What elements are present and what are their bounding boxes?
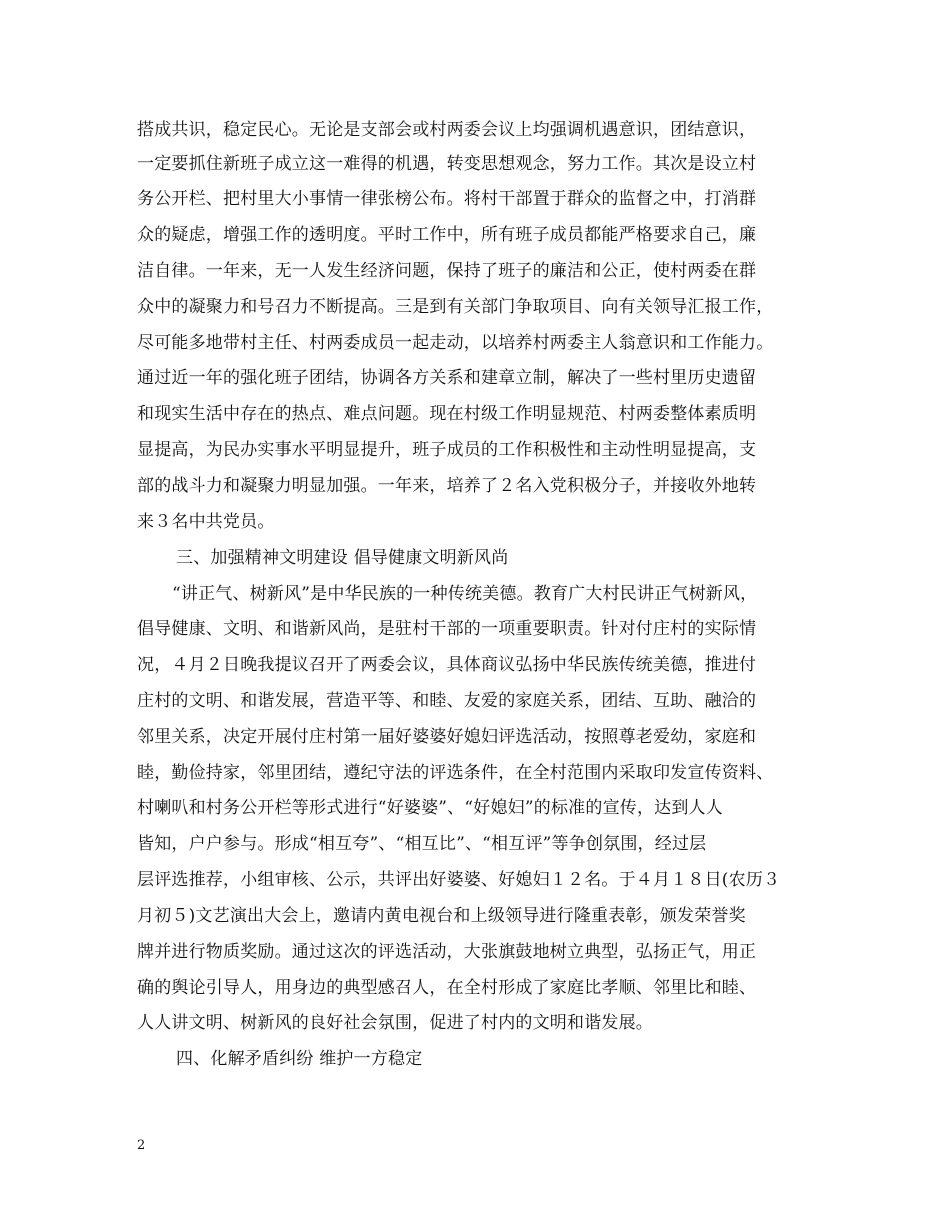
body-text-line: 牌并进行物质奖励。通过这次的评选活动，大张旗鼓地树立典型，弘扬正气，用正	[137, 942, 757, 962]
body-text-line: 通过近一年的强化班子团结，协调各方关系和建章立制，解决了一些村里历史遗留	[137, 368, 757, 388]
body-text-line: 村喇叭和村务公开栏等形式进行“好婆婆”、“好媳妇”的标准的宣传，达到人人	[137, 798, 723, 818]
body-text-line: 众的疑虑，增强工作的透明度。平时工作中，所有班子成员都能严格要求自己，廉	[137, 225, 757, 245]
body-text-line: 人人讲文明、树新风的良好社会氛围，促进了村内的文明和谐发展。	[137, 1013, 653, 1033]
body-text-line: 来３名中共党员。	[137, 512, 275, 532]
body-text-line: 务公开栏、把村里大小事情一律张榜公布。将村干部置于群众的监督之中，打消群	[137, 189, 757, 209]
body-text-line: 众中的凝聚力和号召力不断提高。三是到有关部门争取项目、向有关领导汇报工作，	[137, 297, 774, 317]
body-text-line: 况，４月２日晚我提议召开了两委会议，具体商议弘扬中华民族传统美德，推进付	[137, 655, 757, 675]
section-heading: 三、加强精神文明建设 倡导健康文明新风尚	[176, 548, 509, 568]
body-text-line: 显提高，为民办实事水平明显提升，班子成员的工作积极性和主动性明显提高，支	[137, 440, 757, 460]
body-text-line: 层评选推荐，小组审核、公示，共评出好婆婆、好媳妇１２名。于４月１８日(农历３	[137, 870, 781, 890]
body-text-line: 和现实生活中存在的热点、难点问题。现在村级工作明显规范、村两委整体素质明	[137, 404, 757, 424]
body-text-line: 皆知，户户参与。形成“相互夸”、“相互比”、“相互评”等争创氛围，经过层	[137, 834, 707, 854]
body-text-line: 邻里关系，决定开展付庄村第一届好婆婆好媳妇评选活动，按照尊老爱幼，家庭和	[137, 727, 757, 747]
body-text-line: 部的战斗力和凝聚力明显加强。一年来，培养了２名入党积极分子，并接收外地转	[137, 476, 757, 496]
body-text-line: 睦，勤俭持家，邻里团结，遵纪守法的评选条件，在全村范围内采取印发宣传资料、	[137, 763, 774, 783]
page-number: 2	[137, 1138, 146, 1153]
body-text-line: 庄村的文明、和谐发展，营造平等、和睦、友爱的家庭关系，团结、互助、融洽的	[137, 691, 757, 711]
body-text-line: “讲正气、树新风”是中华民族的一种传统美德。教育广大村民讲正气树新风，	[172, 584, 758, 604]
body-text-line: 一定要抓住新班子成立这一难得的机遇，转变思想观念，努力工作。其次是设立村	[137, 154, 757, 174]
body-text-line: 尽可能多地带村主任、村两委成员一起走动，以培养村两委主人翁意识和工作能力。	[137, 333, 774, 353]
body-text-line: 搭成共识，稳定民心。无论是支部会或村两委会议上均强调机遇意识，团结意识，	[137, 120, 757, 140]
body-text-line: 洁自律。一年来，无一人发生经济问题，保持了班子的廉洁和公正，使村两委在群	[137, 261, 757, 281]
body-text-line: 月初５)文艺演出大会上，邀请内黄电视台和上级领导进行隆重表彰，颁发荣誉奖	[137, 906, 746, 926]
body-text-line: 确的舆论引导人，用身边的典型感召人，在全村形成了家庭比孝顺、邻里比和睦、	[137, 978, 757, 998]
body-text-line: 倡导健康、文明、和谐新风尚，是驻村干部的一项重要职责。针对付庄村的实际情	[137, 619, 757, 639]
section-heading: 四、化解矛盾纠纷 维护一方稳定	[176, 1049, 423, 1069]
